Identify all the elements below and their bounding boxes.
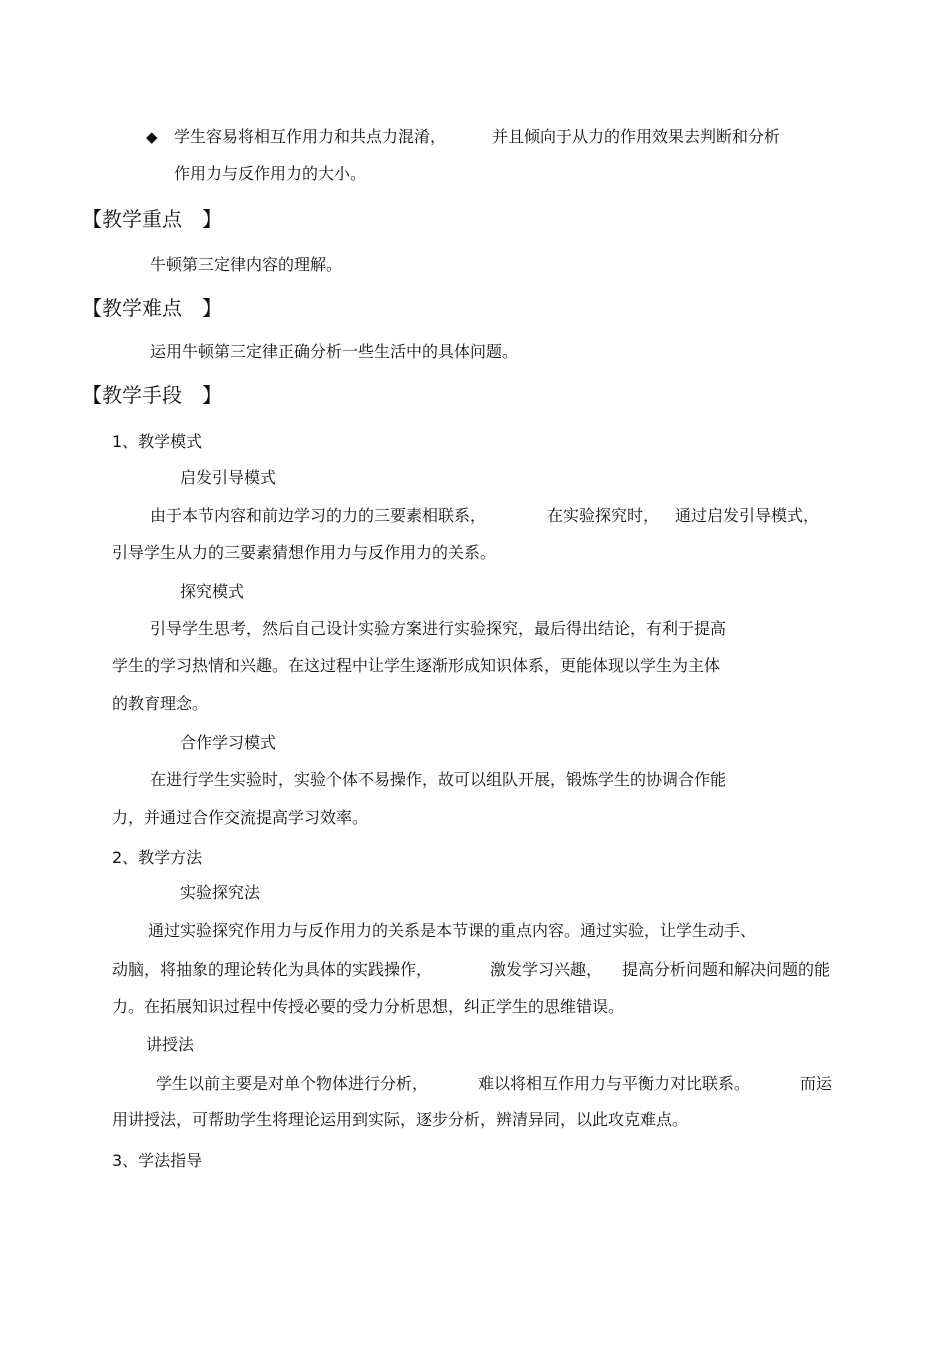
method-2-para-1a: 学生以前主要是对单个物体进行分析， (156, 1074, 429, 1093)
method-1-name: 实验探究法 (180, 883, 261, 902)
mode-2-name: 探究模式 (180, 582, 245, 601)
method-2-name: 讲授法 (146, 1035, 195, 1054)
focus-heading: 【教学重点 】 (82, 207, 222, 231)
section-1-title: 1、教学模式 (112, 432, 203, 451)
mode-1-para-2: 引导学生从力的三要素猜想作用力与反作用力的关系。 (112, 543, 497, 562)
method-2-para-1b: 难以将相互作用力与平衡力对比联系。 (478, 1074, 751, 1093)
focus-text: 牛顿第三定律内容的理解。 (150, 255, 343, 274)
mode-3-name: 合作学习模式 (180, 733, 277, 752)
method-2-para-2: 用讲授法，可帮助学生将理论运用到实际，逐步分析，辨清异同，以此攻克难点。 (112, 1110, 689, 1129)
mode-2-para-1: 引导学生思考，然后自己设计实验方案进行实验探究，最后得出结论，有利于提高 (150, 619, 727, 638)
section-2-title: 2、教学方法 (112, 848, 203, 867)
mode-1-para-1a: 由于本节内容和前边学习的力的三要素相联系， (150, 506, 487, 525)
method-1-para-2c: 提高分析问题和解决问题的能 (622, 960, 831, 979)
mode-2-para-2: 学生的学习热情和兴趣。在这过程中让学生逐渐形成知识体系，更能体现以学生为主体 (112, 656, 721, 675)
method-1-para-2b: 激发学习兴趣， (490, 960, 603, 979)
mode-3-para-1: 在进行学生实验时，实验个体不易操作，故可以组队开展，锻炼学生的协调合作能 (150, 770, 727, 789)
diamond-bullet-icon: ◆ (146, 128, 158, 146)
difficulty-text: 运用牛顿第三定律正确分析一些生活中的具体问题。 (150, 342, 519, 361)
means-heading: 【教学手段 】 (82, 383, 222, 407)
method-2-para-1c: 而运 (800, 1074, 833, 1093)
method-1-para-1: 通过实验探究作用力与反作用力的关系是本节课的重点内容。通过实验，让学生动手、 (148, 921, 757, 940)
mode-1-para-1c: 通过启发引导模式， (675, 506, 820, 525)
mode-1-para-1b: 在实验探究时， (547, 506, 660, 525)
intro-line-1a: 学生容易将相互作用力和共点力混淆， (174, 127, 447, 146)
mode-2-para-3: 的教育理念。 (112, 694, 209, 713)
method-1-para-2a: 动脑，将抽象的理论转化为具体的实践操作， (112, 960, 433, 979)
intro-line-1b: 并且倾向于从力的作用效果去判断和分析 (492, 127, 781, 146)
mode-1-name: 启发引导模式 (180, 468, 277, 487)
method-1-para-3: 力。在拓展知识过程中传授必要的受力分析思想，纠正学生的思维错误。 (112, 997, 625, 1016)
difficulty-heading: 【教学难点 】 (82, 296, 222, 320)
mode-3-para-2: 力，并通过合作交流提高学习效率。 (112, 808, 369, 827)
intro-line-2: 作用力与反作用力的大小。 (174, 164, 367, 183)
section-3-title: 3、学法指导 (112, 1151, 203, 1170)
